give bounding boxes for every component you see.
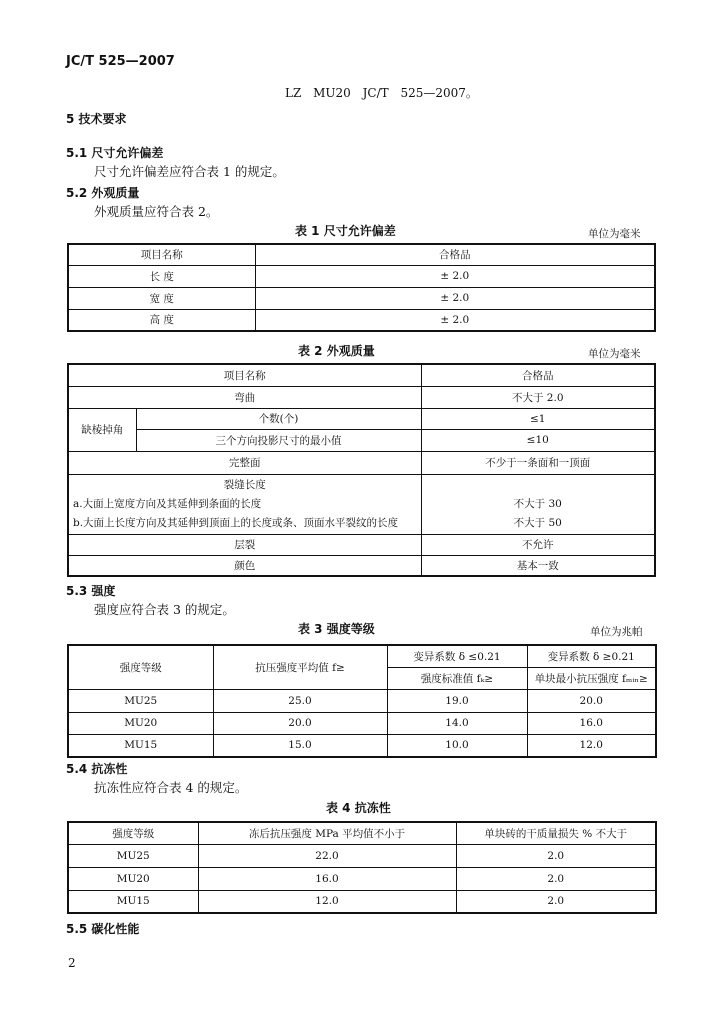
table2-cell: 层裂	[68, 534, 421, 555]
table2-cell: 基本一致	[421, 555, 655, 576]
table-row	[68, 364, 655, 386]
section-5-2-text: 外观质量应符合表 2。	[94, 204, 219, 219]
table2-cell: ≤10	[421, 429, 655, 451]
section-5-2-title: 5.2 外观质量	[66, 186, 140, 200]
table3-cell: MU15	[68, 734, 213, 757]
table3-cell: 10.0	[387, 734, 527, 757]
table1-cell: ± 2.0	[255, 287, 655, 309]
table2-cell: 不少于一条面和一顶面	[421, 451, 655, 474]
table3-cell: MU25	[68, 689, 213, 712]
table2-cell: 完整面	[68, 451, 421, 474]
table-row	[68, 408, 655, 429]
table4-cell: 16.0	[198, 867, 456, 890]
table2-crack-title: 裂缝长度	[223, 478, 266, 491]
table4-header-loss: 单块砖的干质量损失 % 不大于	[456, 822, 656, 844]
table4-cell: MU25	[68, 844, 198, 867]
table4-cell: 22.0	[198, 844, 456, 867]
table-row	[68, 534, 655, 555]
table2-header-name: 项目名称	[68, 364, 421, 386]
table3-cell: 25.0	[213, 689, 387, 712]
table4-cell: 2.0	[456, 890, 656, 913]
section-5-title: 5 技术要求	[66, 112, 127, 126]
table2-crack-b-value: 不大于 50	[513, 516, 562, 529]
table3-header-cv1: 变异系数 δ ≤0.21	[387, 645, 527, 667]
table3-header-grade: 强度等级	[68, 645, 213, 689]
table1-header-name: 项目名称	[68, 244, 255, 265]
section-5-1-title: 5.1 尺寸允许偏差	[66, 146, 164, 160]
marking-example: LZ MU20 JC/T 525—2007。	[285, 86, 478, 100]
table2-cell: 三个方向投影尺寸的最小值	[136, 429, 421, 451]
table2-crack-a-value: 不大于 30	[513, 497, 562, 510]
table-row	[68, 265, 655, 287]
table3-cell: MU20	[68, 712, 213, 734]
table4-cell: MU20	[68, 867, 198, 890]
table4-caption: 表 4 抗冻性	[326, 801, 391, 815]
table3-cell: 15.0	[213, 734, 387, 757]
table-row	[68, 645, 656, 667]
table3-cell: 12.0	[527, 734, 656, 757]
table-row	[68, 244, 655, 265]
table2-unit: 单位为毫米	[588, 348, 641, 360]
table4-header-strength: 冻后抗压强度 MPa 平均值不小于	[198, 822, 456, 844]
table2-cell: ≤1	[421, 408, 655, 429]
table3-cell: 19.0	[387, 689, 527, 712]
table3-unit: 单位为兆帕	[590, 626, 643, 638]
table2-cell: 个数(个)	[136, 408, 421, 429]
table2-caption: 表 2 外观质量	[298, 344, 375, 358]
table-row	[68, 451, 655, 474]
section-5-3-text: 强度应符合表 3 的规定。	[94, 602, 235, 617]
section-5-4-title: 5.4 抗冻性	[66, 762, 128, 776]
table3-header-cv2: 变异系数 δ ≥0.21	[527, 645, 656, 667]
table-row	[68, 474, 655, 534]
table-row	[68, 844, 656, 867]
table2-cell: 颜色	[68, 555, 421, 576]
table-row	[68, 890, 656, 913]
table4	[67, 821, 657, 914]
table2-cell: 不允许	[421, 534, 655, 555]
table1-cell: ± 2.0	[255, 309, 655, 331]
table1-caption: 表 1 尺寸允许偏差	[295, 224, 396, 238]
table2-cell: 弯曲	[68, 386, 421, 408]
table3-header-std: 强度标准值 fₖ≥	[387, 667, 527, 689]
table1-header-value: 合格品	[255, 244, 655, 265]
table2-crack-b: b.大面上长度方向及其延伸到顶面上的长度或条、顶面水平裂纹的长度	[73, 516, 399, 529]
table4-cell: MU15	[68, 890, 198, 913]
table3-cell: 14.0	[387, 712, 527, 734]
table4-cell: 12.0	[198, 890, 456, 913]
section-5-5-title: 5.5 碳化性能	[66, 922, 140, 936]
table3	[67, 644, 657, 758]
table1-cell: 长 度	[68, 265, 255, 287]
table1	[67, 243, 656, 332]
table2-crack-a: a.大面上宽度方向及其延伸到条面的长度	[73, 497, 262, 510]
table3-header-min: 单块最小抗压强度 fₘᵢₙ≥	[527, 667, 656, 689]
table3-cell: 16.0	[527, 712, 656, 734]
section-5-1-text: 尺寸允许偏差应符合表 1 的规定。	[94, 164, 285, 179]
section-5-3-title: 5.3 强度	[66, 584, 116, 598]
table-row	[68, 689, 656, 712]
table2-header-value: 合格品	[421, 364, 655, 386]
table2-crack-cell	[68, 474, 421, 534]
table2-cell: 不大于 2.0	[421, 386, 655, 408]
table-row	[68, 822, 656, 844]
table4-cell: 2.0	[456, 844, 656, 867]
table-row	[68, 734, 656, 757]
table1-unit: 单位为毫米	[588, 228, 641, 240]
table-row	[68, 287, 655, 309]
table-row	[68, 555, 655, 576]
table-row	[68, 309, 655, 331]
table3-cell: 20.0	[213, 712, 387, 734]
table2-group-cell: 缺棱掉角	[68, 408, 136, 451]
table4-cell: 2.0	[456, 867, 656, 890]
section-5-4-text: 抗冻性应符合表 4 的规定。	[94, 780, 248, 795]
table-row	[68, 867, 656, 890]
standard-code-header: JC/T 525—2007	[66, 54, 175, 69]
table3-cell: 20.0	[527, 689, 656, 712]
table-row	[68, 429, 655, 451]
table3-caption: 表 3 强度等级	[298, 622, 375, 636]
table-row	[68, 386, 655, 408]
table2-crack-values	[421, 474, 655, 534]
table1-cell: 宽 度	[68, 287, 255, 309]
table3-header-mean: 抗压强度平均值 f≥	[213, 645, 387, 689]
table1-cell: ± 2.0	[255, 265, 655, 287]
table-row	[68, 712, 656, 734]
page-number: 2	[68, 956, 76, 970]
table1-cell: 高 度	[68, 309, 255, 331]
table4-header-grade: 强度等级	[68, 822, 198, 844]
table2	[67, 363, 656, 577]
